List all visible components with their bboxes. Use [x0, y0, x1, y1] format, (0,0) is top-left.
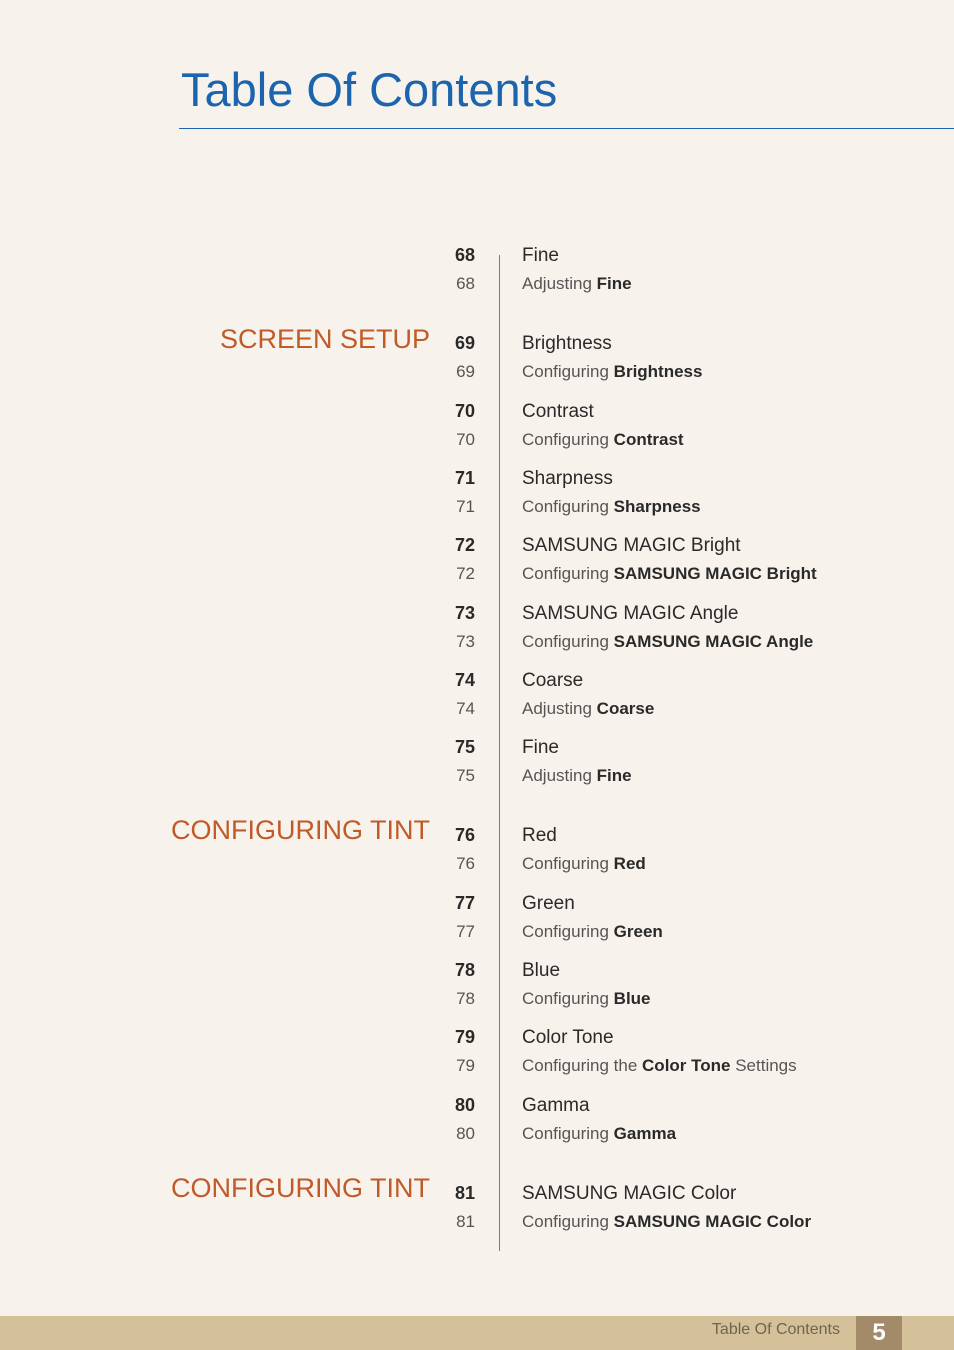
subentry-bold: Sharpness: [613, 497, 701, 516]
toc-entry[interactable]: [0, 670, 954, 730]
subentry-page-number[interactable]: 75: [456, 766, 475, 785]
entry-page-number[interactable]: 69: [454, 333, 475, 353]
entry-title[interactable]: Coarse: [522, 670, 584, 691]
subentry-bold: Red: [613, 854, 646, 873]
subentry-bold: Gamma: [613, 1124, 677, 1143]
subentry-title[interactable]: [522, 699, 654, 719]
toc-entry[interactable]: [0, 1027, 954, 1087]
entry-page-number[interactable]: 68: [454, 245, 475, 265]
subentry-title[interactable]: [522, 854, 646, 874]
subentry-prefix: Adjusting: [522, 274, 597, 293]
subentry-bold: SAMSUNG MAGIC Bright: [613, 564, 817, 583]
entry-page-number[interactable]: 70: [454, 401, 475, 421]
subentry-bold: Fine: [596, 766, 632, 785]
subentry-suffix: Settings: [730, 1056, 797, 1075]
entry-title[interactable]: Blue: [522, 960, 561, 981]
subentry-page-number[interactable]: 78: [456, 989, 475, 1008]
entry-page-number[interactable]: 76: [454, 825, 475, 845]
entry-title[interactable]: Red: [522, 825, 557, 846]
subentry-prefix: Configuring: [522, 1212, 614, 1231]
subentry-bold: Fine: [596, 274, 632, 293]
subentry-prefix: Configuring: [522, 1124, 614, 1143]
subentry-title[interactable]: [522, 497, 701, 517]
subentry-prefix: Configuring: [522, 989, 614, 1008]
section-heading-configuring-tint-2: CONFIGURING TINT: [171, 1173, 430, 1203]
subentry-prefix: Configuring: [522, 632, 614, 651]
entry-title[interactable]: Fine: [522, 737, 559, 758]
entry-title[interactable]: Green: [522, 893, 575, 914]
subentry-page-number[interactable]: 70: [456, 430, 475, 449]
subentry-bold: SAMSUNG MAGIC Color: [613, 1212, 812, 1231]
toc-entry[interactable]: [0, 737, 954, 797]
entry-title[interactable]: SAMSUNG MAGIC Color: [522, 1183, 737, 1204]
entry-page-number[interactable]: 80: [454, 1095, 475, 1115]
subentry-prefix: Configuring the: [522, 1056, 643, 1075]
entry-title[interactable]: SAMSUNG MAGIC Bright: [522, 535, 741, 556]
subentry-page-number[interactable]: 74: [456, 699, 475, 718]
entry-title[interactable]: SAMSUNG MAGIC Angle: [522, 603, 739, 624]
subentry-page-number[interactable]: 69: [456, 362, 475, 381]
page-title: Table Of Contents: [181, 63, 558, 116]
entry-page-number[interactable]: 75: [454, 737, 475, 757]
entry-page-number[interactable]: 73: [454, 603, 475, 623]
toc-entry[interactable]: [0, 245, 954, 305]
subentry-page-number[interactable]: 71: [456, 497, 475, 516]
subentry-bold: Color Tone: [642, 1056, 731, 1075]
subentry-page-number[interactable]: 73: [456, 632, 475, 651]
title-divider: [179, 128, 954, 129]
subentry-prefix: Configuring: [522, 854, 614, 873]
toc-entry[interactable]: [0, 960, 954, 1020]
subentry-prefix: Adjusting: [522, 699, 597, 718]
entry-page-number[interactable]: 71: [454, 468, 475, 488]
subentry-prefix: Configuring: [522, 430, 614, 449]
toc-entry[interactable]: [0, 468, 954, 528]
subentry-title[interactable]: [522, 1056, 797, 1076]
entry-page-number[interactable]: 77: [454, 893, 475, 913]
footer-bar: [0, 1316, 954, 1350]
subentry-title[interactable]: [522, 766, 632, 786]
subentry-title[interactable]: [522, 1212, 811, 1232]
entry-page-number[interactable]: 72: [454, 535, 475, 555]
subentry-page-number[interactable]: 81: [456, 1212, 475, 1231]
toc-entry[interactable]: [0, 1183, 954, 1243]
subentry-prefix: Adjusting: [522, 766, 597, 785]
toc-entry[interactable]: [0, 893, 954, 953]
page-number: 5: [856, 1316, 902, 1350]
entry-title[interactable]: Sharpness: [522, 468, 613, 489]
subentry-prefix: Configuring: [522, 362, 614, 381]
subentry-bold: Coarse: [596, 699, 655, 718]
subentry-page-number[interactable]: 68: [456, 274, 475, 293]
entry-page-number[interactable]: 78: [454, 960, 475, 980]
section-heading-configuring-tint: CONFIGURING TINT: [171, 815, 430, 845]
subentry-page-number[interactable]: 79: [456, 1056, 475, 1075]
entry-page-number[interactable]: 74: [454, 670, 475, 690]
subentry-title[interactable]: [522, 564, 817, 584]
entry-title[interactable]: Gamma: [522, 1095, 590, 1116]
toc-entry[interactable]: [0, 1095, 954, 1155]
subentry-title[interactable]: [522, 362, 702, 382]
entry-page-number[interactable]: 81: [454, 1183, 475, 1203]
subentry-title[interactable]: [522, 1124, 676, 1144]
entry-title[interactable]: Fine: [522, 245, 559, 266]
entry-title[interactable]: Contrast: [522, 401, 594, 422]
subentry-page-number[interactable]: 77: [456, 922, 475, 941]
subentry-page-number[interactable]: 76: [456, 854, 475, 873]
subentry-title[interactable]: [522, 632, 813, 652]
toc-entry[interactable]: [0, 401, 954, 461]
entry-page-number[interactable]: 79: [454, 1027, 475, 1047]
subentry-page-number[interactable]: 72: [456, 564, 475, 583]
subentry-title[interactable]: [522, 430, 684, 450]
subentry-bold: Green: [613, 922, 663, 941]
subentry-bold: SAMSUNG MAGIC Angle: [613, 632, 814, 651]
toc-entry[interactable]: [0, 603, 954, 663]
subentry-title[interactable]: [522, 922, 663, 942]
subentry-bold: Brightness: [613, 362, 703, 381]
subentry-prefix: Configuring: [522, 564, 614, 583]
entry-title[interactable]: Brightness: [522, 333, 612, 354]
toc-entry[interactable]: [0, 535, 954, 595]
subentry-bold: Contrast: [613, 430, 684, 449]
subentry-bold: Blue: [613, 989, 651, 1008]
footer-label: Table Of Contents: [711, 1321, 840, 1338]
subentry-prefix: Configuring: [522, 922, 614, 941]
subentry-prefix: Configuring: [522, 497, 614, 516]
subentry-title[interactable]: [522, 274, 632, 294]
subentry-title[interactable]: [522, 989, 651, 1009]
entry-title[interactable]: Color Tone: [522, 1027, 614, 1048]
subentry-page-number[interactable]: 80: [456, 1124, 475, 1143]
toc-entry[interactable]: [0, 333, 954, 393]
section-heading-screen-setup: SCREEN SETUP: [219, 324, 430, 354]
toc-entry[interactable]: [0, 825, 954, 885]
